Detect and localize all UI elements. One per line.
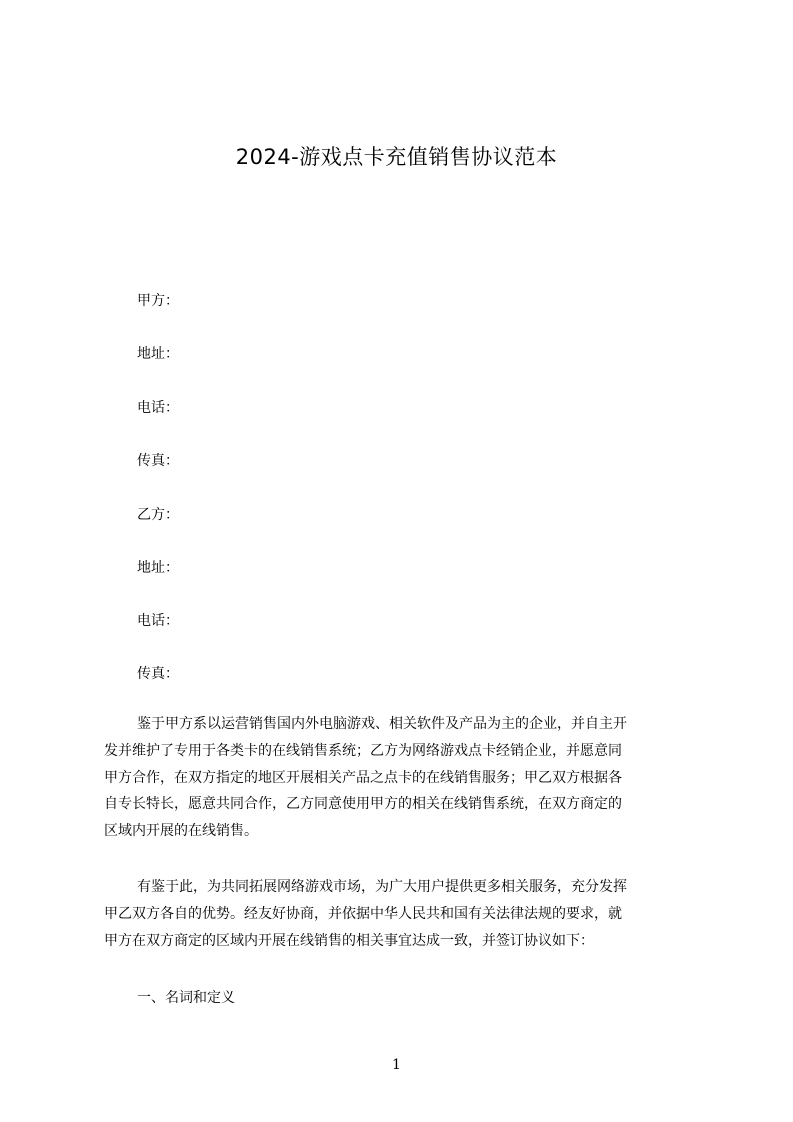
party-b-address-label: 地址： bbox=[137, 560, 179, 576]
paragraph-purpose bbox=[104, 874, 700, 954]
party-a-phone-label: 电话： bbox=[137, 400, 179, 416]
document-title: 2024-游戏点卡充值销售协议范本 bbox=[235, 145, 558, 169]
paragraph-line: 自专长特长，愿意共同合作，乙方同意使用甲方的相关在线销售系统，在双方商定的 bbox=[104, 796, 622, 813]
section-heading: 一、名词和定义 bbox=[137, 990, 235, 1006]
paragraph-line: 甲乙双方各自的优势。经友好协商，并依据中华人民共和国有关法律法规的要求，就 bbox=[104, 905, 622, 922]
party-b-fax-label: 传真： bbox=[137, 666, 179, 682]
paragraph-line: 区域内开展的在线销售。 bbox=[104, 823, 258, 840]
paragraph-line: 发并维护了专用于各类卡的在线销售系统；乙方为网络游戏点卡经销企业，并愿意同 bbox=[104, 742, 622, 759]
party-a-address-label: 地址： bbox=[137, 346, 179, 362]
party-b-phone-label: 电话： bbox=[137, 613, 179, 629]
party-b-label: 乙方： bbox=[137, 507, 179, 523]
paragraph-line: 甲方合作，在双方指定的地区开展相关产品之点卡的在线销售服务；甲乙双方根据各 bbox=[104, 769, 622, 786]
paragraph-line: 鉴于甲方系以运营销售国内外电脑游戏、相关软件及产品为主的企业，并自主开 bbox=[137, 716, 627, 732]
paragraph-line: 甲方在双方商定的区域内开展在线销售的相关事宜达成一致，并签订协议如下： bbox=[104, 932, 594, 949]
page-number: 1 bbox=[392, 1057, 401, 1073]
paragraph-line: 有鉴于此，为共同拓展网络游戏市场，为广大用户提供更多相关服务，充分发挥 bbox=[137, 879, 627, 895]
party-a-label: 甲方： bbox=[137, 293, 179, 309]
party-a-fax-label: 传真： bbox=[137, 453, 179, 469]
paragraph-preamble bbox=[104, 711, 700, 845]
